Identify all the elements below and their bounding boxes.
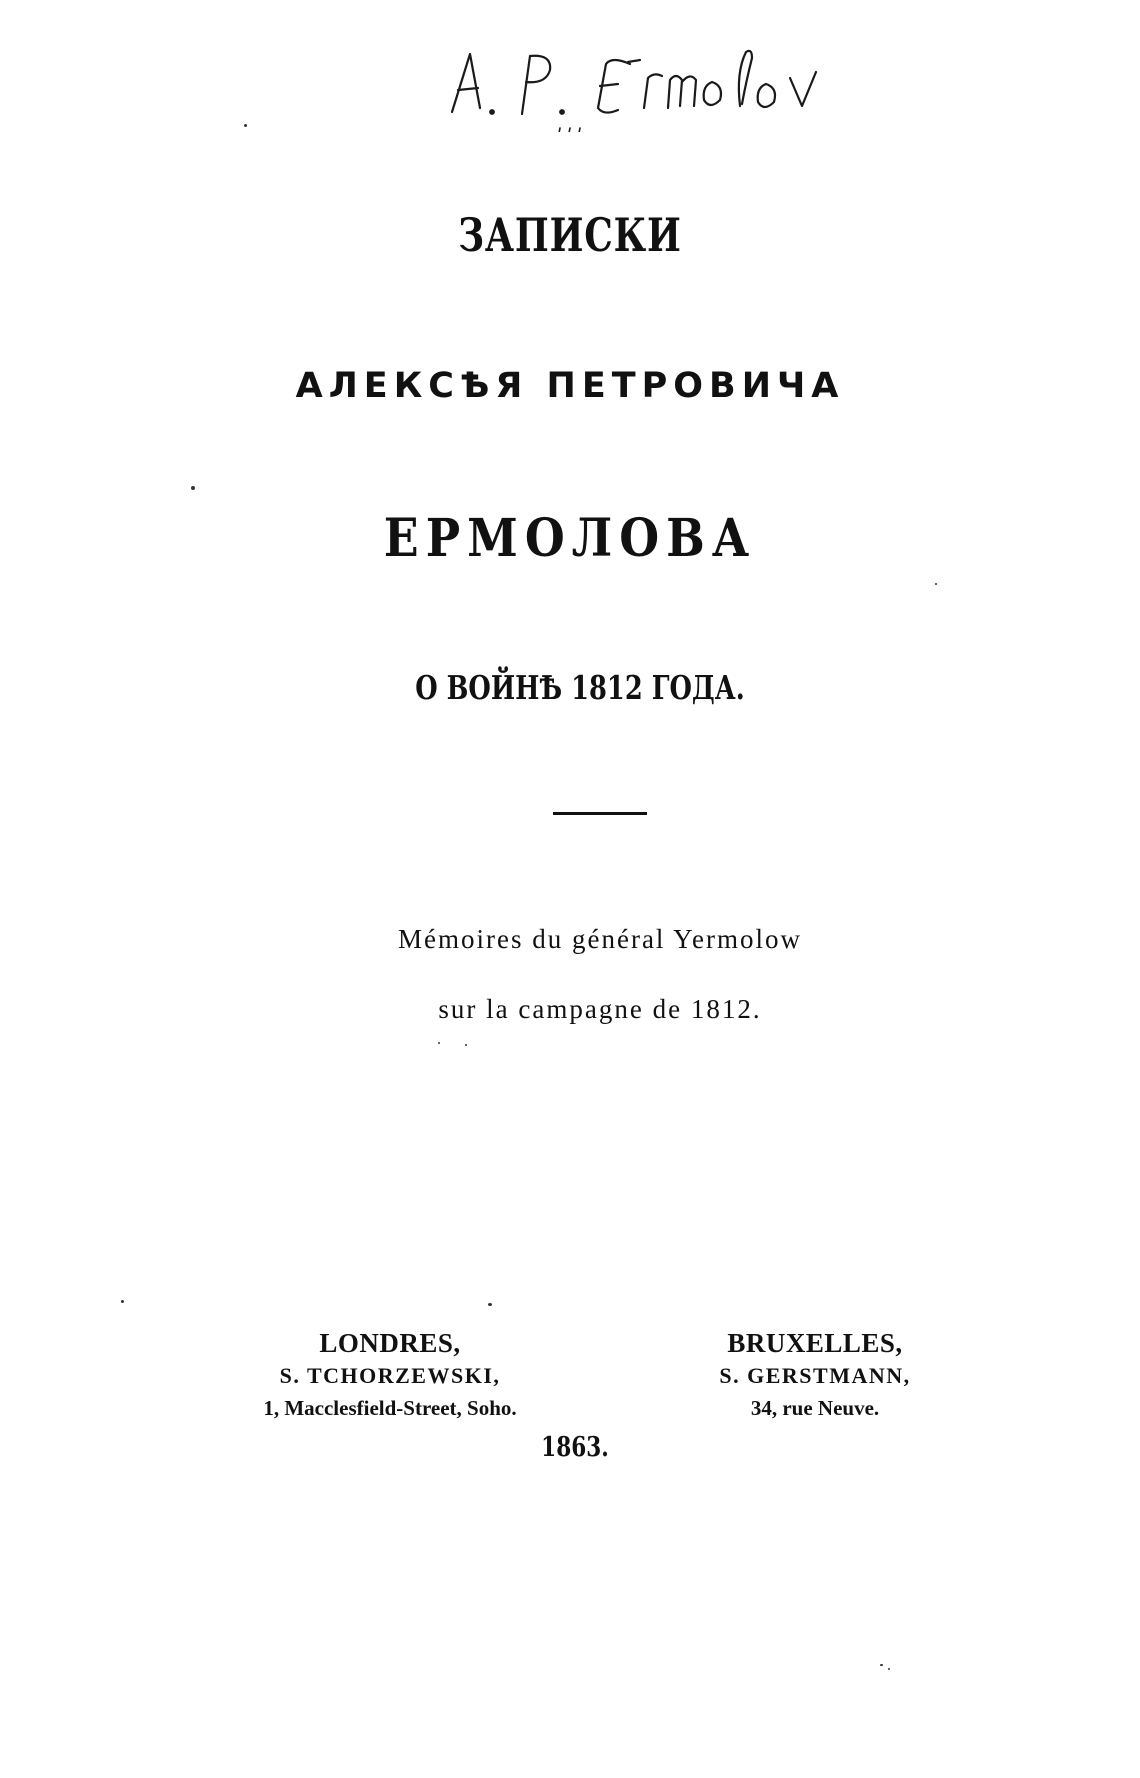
scan-speck — [880, 1664, 883, 1666]
signature-drawing — [440, 42, 860, 132]
scan-speck — [488, 1303, 492, 1306]
scan-speck — [888, 1668, 890, 1670]
imprint-brussels — [690, 1326, 940, 1424]
imprint-city: BRUXELLES, — [727, 1328, 903, 1358]
divider-rule — [553, 812, 647, 815]
scan-speck — [438, 1042, 440, 1044]
scan-speck — [191, 486, 195, 490]
main-title: ЗАПИСКИ — [458, 208, 682, 262]
imprint-address: 1, Macclesfield-Street, Soho. — [263, 1396, 517, 1420]
french-title-line-2: sur la campagne de 1812. — [438, 994, 762, 1024]
author-surname: ЕРМОЛОВА — [383, 508, 757, 569]
scan-speck — [935, 583, 937, 585]
imprint-address: 34, rue Neuve. — [750, 1396, 880, 1420]
publication-year: 1863. — [541, 1432, 609, 1463]
imprint-city: LONDRES, — [319, 1328, 461, 1358]
scan-speck — [244, 124, 247, 127]
scan-speck — [121, 1300, 124, 1303]
handwritten-signature — [440, 42, 860, 132]
imprint-publisher: S. TCHORZEWSKI, — [279, 1363, 501, 1388]
imprint-london — [230, 1326, 550, 1424]
subtitle: О ВОЙНѢ 1812 ГОДА. — [415, 668, 745, 707]
author-given-name: АЛЕКСѢЯ ПЕТРОВИЧА — [295, 366, 845, 406]
imprint-publisher: S. GERSTMANN, — [719, 1363, 911, 1388]
scan-speck — [465, 1044, 467, 1046]
french-title-line-1: Mémoires du général Yermolow — [398, 924, 802, 954]
